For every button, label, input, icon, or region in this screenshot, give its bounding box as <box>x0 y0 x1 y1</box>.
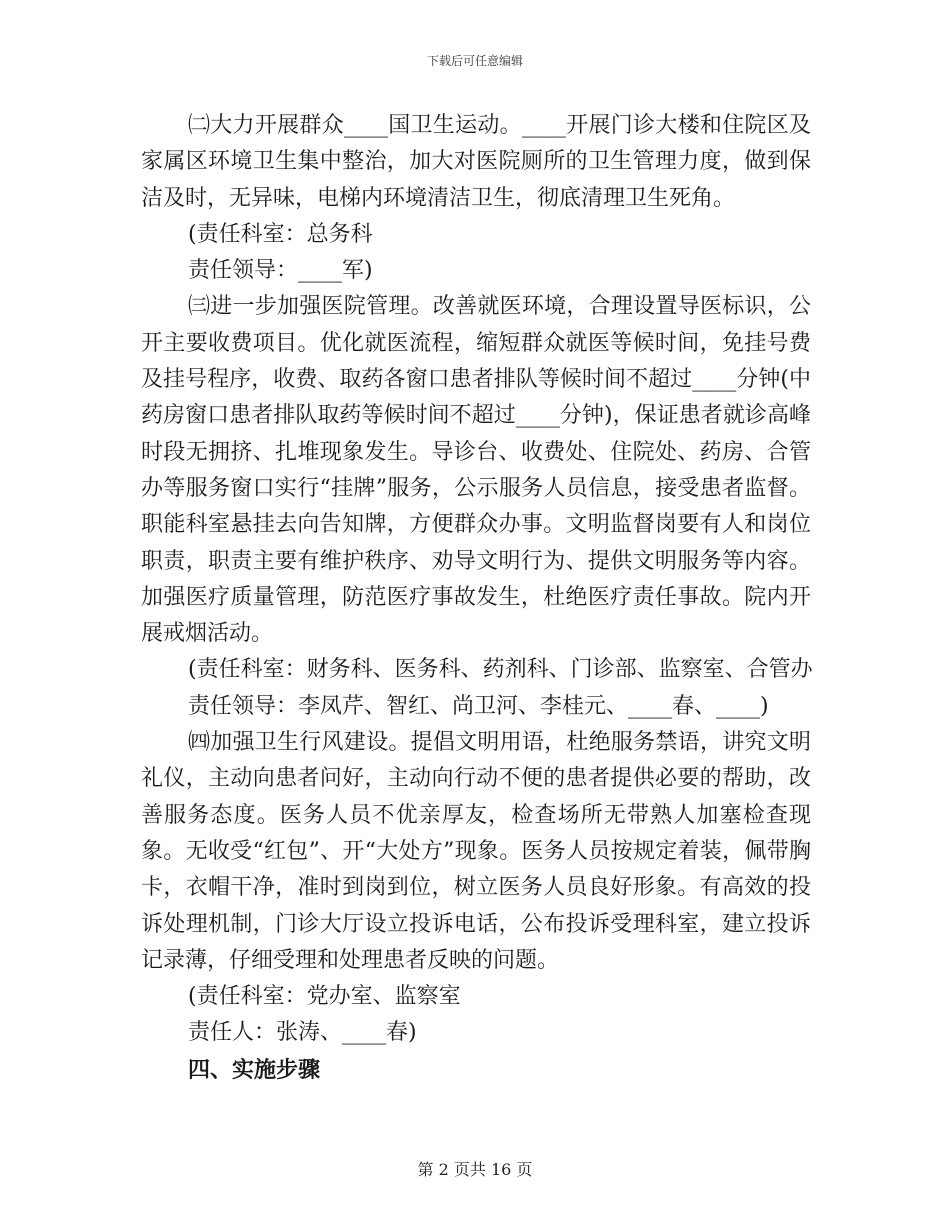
section-3-paragraph: ㈢进一步加强医院管理。改善就医环境，合理设置导医标识，公开主要收费项目。优化就医流程，缩短群众就医等候时间，免挂号费及挂号程序，收费、取药各窗口患者排队等候时间不超过____分钟(中药房窗口患者排队取药等候时间不超过____分钟)，保证患者就诊高峰时段无拥挤、扎堆现象发生。导诊台、收费处、住院处、药房、合管办等服务窗口实行“挂牌”服务，公示服务人员信息，接受患者监督。职能科室悬挂去向告知牌，方便群众办事。文明监督岗要有人和岗位职责，职责主要有维护秩序、劝导文明行为、提供文明服务等内容。加强医疗质量管理，防范医疗事故发生，杜绝医疗责任事故。院内开展戒烟活动。 <box>141 294 811 647</box>
section-3-leader: 责任领导：李凤芹、智红、尚卫河、李桂元、____春、____) <box>188 693 769 719</box>
section-4-responsible: 责任人：张涛、____春) <box>188 1020 417 1046</box>
document-body <box>141 108 811 1088</box>
section-2-paragraph: ㈡大力开展群众____国卫生运动。____开展门诊大楼和住院区及家属区环境卫生集中整治，加大对医院厕所的卫生管理力度，做到保洁及时，无异味，电梯内环境清洁卫生，彻底清理卫生死角。 <box>141 113 811 211</box>
section-2-leader: 责任领导：____军) <box>188 258 373 284</box>
section-heading-implementation-steps: 四、实施步骤 <box>188 1056 321 1083</box>
section-3-department: (责任科室：财务科、医务科、药剂科、门诊部、监察室、合管办 <box>188 657 813 683</box>
section-2-department: (责任科室：总务科 <box>188 221 373 247</box>
section-4-department: (责任科室：党办室、监察室 <box>188 984 461 1010</box>
page-header-note: 下载后可任意编辑 <box>426 54 523 68</box>
page-number-footer: 第 2 页共 16 页 <box>417 1160 533 1179</box>
section-4-paragraph: ㈣加强卫生行风建设。提倡文明用语，杜绝服务禁语，讲究文明礼仪，主动向患者问好，主动向行动不便的患者提供必要的帮助，改善服务态度。医务人员不优亲厚友，检查场所无带熟人加塞检查现象。无收受“红包”、开“大处方”现象。医务人员按规定着装，佩带胸卡，衣帽干净，准时到岗到位，树立医务人员良好形象。有高效的投诉处理机制，门诊大厅设立投诉电话，公布投诉受理科室，建立投诉记录薄，仔细受理和处理患者反映的问题。 <box>141 730 811 973</box>
